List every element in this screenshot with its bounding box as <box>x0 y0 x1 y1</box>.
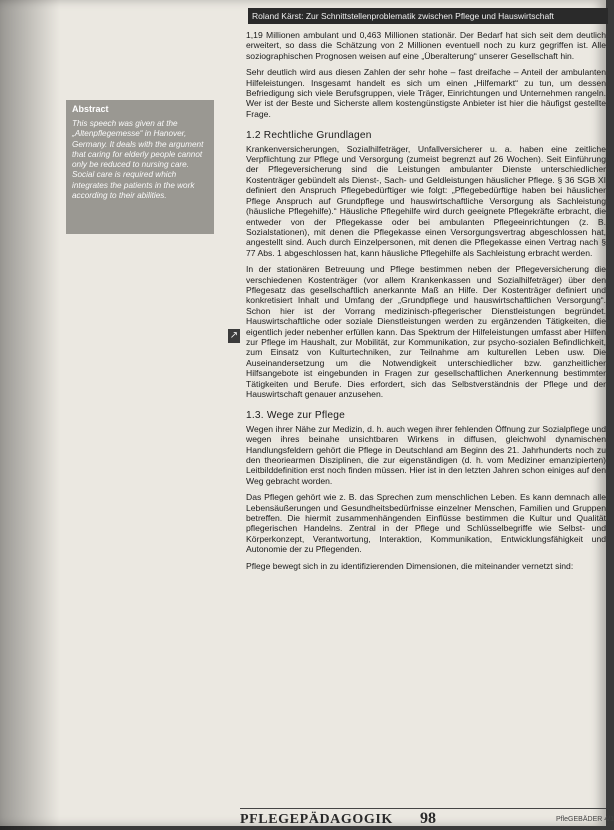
section-heading: 1.2 Rechtliche Grundlagen <box>246 130 372 142</box>
section-heading: 1.3. Wege zur Pflege <box>246 410 345 422</box>
paragraph: Sehr deutlich wird aus diesen Zahlen der sehr hohe – fast dreifache – Anteil der ambulanten Hilfeleistungen. Insgesamt handelt es sich um einen „Hilfemarkt“ zu tun, um dessen Befriedigung sich viele Berufsgruppen, viele Träger, Einrichtungen und Unternehmen rangeln. Wer ist der Beste und Sicherste allem kostengünstigste Anbieter ist hier die häufigst gestellte Frage. <box>246 67 606 119</box>
paragraph: 1,19 Millionen ambulant und 0,463 Millionen stationär. Der Bedarf hat sich seit dem deutlich erweitert, so dass die Schätzung von 2 Millionen eventuell noch zu kurz gegriffen ist. Alle soziographischen Prognosen weisen auf eine „Überalterung“ unserer Gesellschaft hin. <box>246 30 606 61</box>
paragraph: Krankenversicherungen, Sozialhilfeträger, Unfallversicherer u. a. haben eine zeitliche Verpflichtung zur Pflege und Versorgung (zumeist begrenzt auf 26 Wochen). Seit Einführung der Pflegeversicherung sind die Leistungen ambulanter Dienste unterschiedlicher Kostenträger gebündelt als Dienst-, Sach- und Geldleistungen häuslicher Pflege. § 36 SGB XI definiert den Anspruch Pflegebedürftiger wie folgt: „Pflegebedürftige haben bei häuslicher Pflege Anspruch auf Grundpflege und hauswirtschaftliche Versorgung als Sachleistung (häusliche Pflegehilfe).“ Häusliche Pflegehilfe wird durch geeignete Pflegekräfte erbracht, die entweder von der Pflegekasse oder bei ambulanten Pflegeeinrichtungen (z. B. Sozialstationen), mit denen die Pflegekasse einen Versorgungsvertrag abgeschlossen hat, angestellt sind. Auch durch Einzelpersonen, mit denen die Pflegekasse einen Vertrag nach § 77 Abs. 1 abgeschlossen hat, kann häusliche Pflegehilfe als Sachleistung erbracht werden. <box>246 143 606 258</box>
footer-rule <box>240 808 606 809</box>
journal-brand: PFLEGEPÄDAGOGIK <box>240 812 393 827</box>
paragraph: Pflege bewegt sich in zu identifizierenden Dimensionen, die miteinander vernetzt sind: <box>246 560 574 571</box>
paragraph: In der stationären Betreuung und Pflege bestimmen neben der Pflegeversicherung die verschiedenen Kostenträger (vor allem Krankenkassen und Sozialhilfeträger) über den Pflegesatz das gesellschaftlich anerkannte Maß an Hilfe. Der Kostenträger definiert und konkretisiert Inhalt und Umfang der „Grundpflege und hauswirtschaftlichen Versorgung“. Schon hier ist der Vorrang medizinisch-pflegerischer Dienstleistungen begründet. Hauswirtschaftliche oder soziale Dienstleistungen werden zu ergänzenden Tätigkeiten, die eigentlich jeder nebenher erfüllen kann. Das Spektrum der Hilfeleistungen umfasst aber Hilfen zur Pflege im Haushalt, zur Mobilität, zur Kommunikation, zur psycho-sozialen Befindlichkeit, zum Einsatz von Kulturtechniken, zur Teilnahme am kulturellen Leben usw. Die Auseinandersetzung um die Notwendigkeit unterschiedlicher bzw. ganzheitlicher Hilfsangebote ist eingebunden in Fragen zur gesellschaftlichen Anerkennung bestimmter Tätigkeiten und Berufe. Dies erfordert, sich das Selbstverständnis der Pflege und der Hauswirtschaft genauer anzusehen. <box>246 264 606 399</box>
issue-label: PfleGEBÄDER 4/1 <box>556 816 614 823</box>
spine-shadow <box>0 0 60 830</box>
abstract-text: This speech was given at the „Altenpflegemesse“ in Hanover, Germany. It deals with the argument that caring for elderly people cannot only be reduced to nursing care. Social care is required which integrates the patients in the work according to their abilities. <box>72 119 204 201</box>
page-number: 98 <box>420 810 436 827</box>
paragraph: Das Pflegen gehört wie z. B. das Sprechen zum menschlichen Leben. Es kann demnach alle Lebensäußerungen und Gesundheitsbedürfnisse einzelner Menschen, Familien und Gruppen betreffen. Die hiermit zusammenhängenden Einflüsse bestimmen die Kultur und Qualität pflegerischen Handelns. Zentral in der Pflege und Schlüsselbegriffe wie Selbst- und Körperkonzept, Verantwortung, Interaktion, Kommunikation, Entwicklungsfähigkeit und Autonomie der zu Pflegenden. <box>246 492 606 555</box>
body-column <box>246 30 606 780</box>
running-head: Roland Kärst: Zur Schnittstellenproblematik zwischen Pflege und Hauswirtschaft <box>248 8 608 24</box>
paragraph: Wegen ihrer Nähe zur Medizin, d. h. auch wegen ihrer fehlenden Öffnung zur Sozialpflege und wegen ihres beinahe unsichtbaren Wirkens in diffusen, gleichwohl dynamischen Handlungsfeldern gehört die Pflege in Deutschland am Beginn des 21. Jahrhunderts noch zu den theoriearmen Disziplinen, die zur eigenständigen (d. h. vom Mediziner emanzipierten) Leitbilddefinition erst noch finden müssen. Hier ist in den letzten Jahren schon einiges auf den Weg gebracht worden. <box>246 423 606 486</box>
abstract-box <box>66 100 214 234</box>
abstract-title: Abstract <box>72 104 109 114</box>
margin-arrow-icon: ↗ <box>229 330 239 341</box>
